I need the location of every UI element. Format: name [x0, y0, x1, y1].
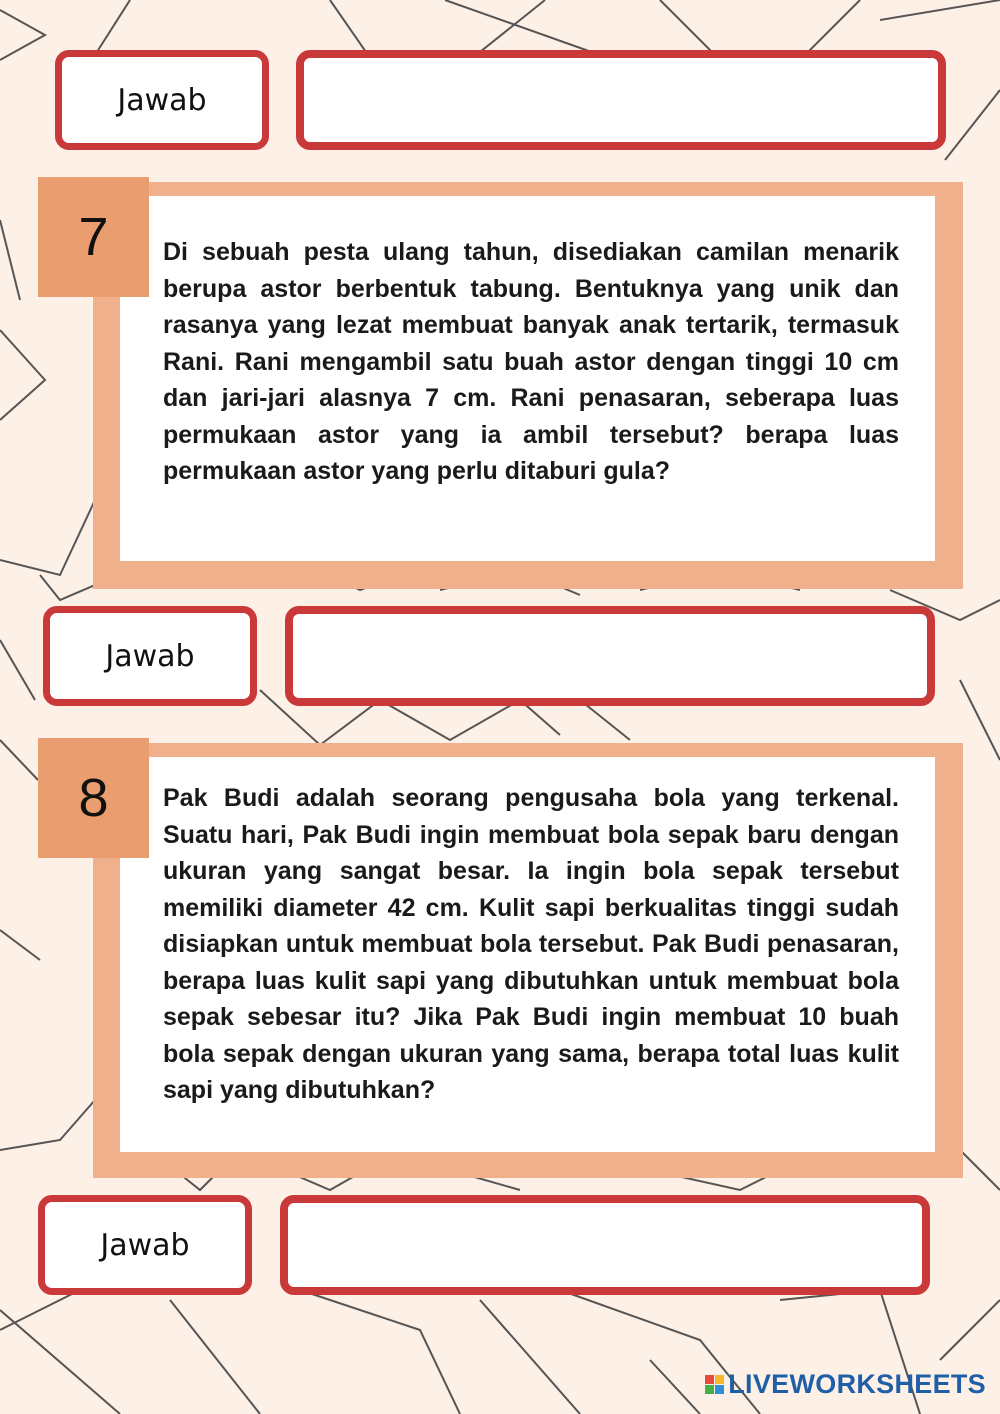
- question-text: Pak Budi adalah seorang pengusaha bola yang terkenal. Suatu hari, Pak Budi ingin membuat bola sepak baru dengan ukuran yang sangat besar. Ia ingin bola sepak tersebut memiliki diameter 42 cm. Kulit sapi berkualitas tinggi sudah disiapkan untuk membuat bola tersebut. Pak Budi penasaran, berapa luas kulit sapi yang dibutuhkan untuk membuat bola sepak sebesar itu? Jika Pak Budi ingin membuat 10 buah bola sepak dengan ukuran yang sama, berapa total luas kulit sapi yang dibutuhkan?: [163, 784, 899, 1104]
- brand-text: LIVEWORKSHEETS: [728, 1369, 986, 1399]
- question-card: [93, 743, 963, 1178]
- question-text: Di sebuah pesta ulang tahun, disediakan camilan menarik berupa astor berbentuk tabung. Bentuknya yang unik dan rasanya yang lezat membuat banyak anak tertarik, termasuk Rani. Rani mengambil satu buah astor dengan tinggi 10 cm dan jari-jari alasnya 7 cm. Rani penasaran, seberapa luas permukaan astor yang ia ambil tersebut? berapa luas permukaan astor yang perlu ditaburi gula?: [163, 238, 899, 485]
- liveworksheets-brand[interactable]: [705, 1369, 986, 1400]
- jawab-label: Jawab: [43, 606, 257, 706]
- jawab-label: Jawab: [55, 50, 269, 150]
- answer-input[interactable]: [296, 50, 946, 150]
- jawab-label: Jawab: [38, 1195, 252, 1295]
- answer-input[interactable]: [285, 606, 935, 706]
- question-number-badge: 7: [38, 177, 149, 297]
- question-card: [93, 182, 963, 589]
- answer-input[interactable]: [280, 1195, 930, 1295]
- question-number-badge: 8: [38, 738, 149, 858]
- liveworksheets-logo-icon: [705, 1375, 724, 1394]
